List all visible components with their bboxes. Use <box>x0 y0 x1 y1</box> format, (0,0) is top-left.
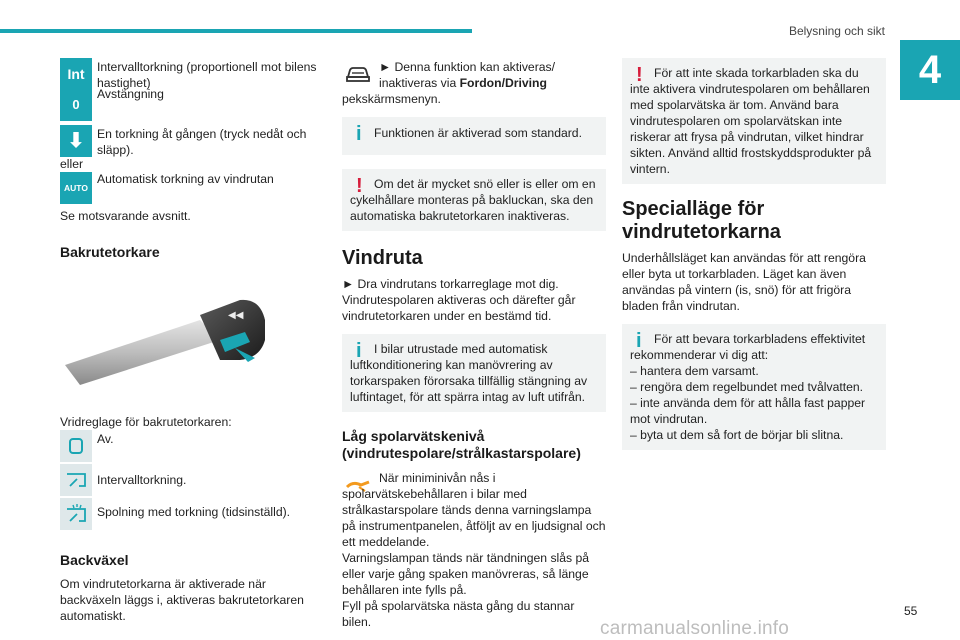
rear-mode-text: Av. <box>97 432 114 446</box>
low-fluid-text: När miniminivån nås i spolarvätskebehållaren i bilar med strålkastarspolare tänds denna varningslampa på instrumentpanelen, åtföljt av en ljudsignal och ett meddelande. <box>342 471 606 549</box>
section-title: Belysning och sikt <box>788 24 885 38</box>
info-icon: i <box>636 330 642 352</box>
info-note-blades <box>622 324 886 450</box>
function-line-1: ► Denna funktion kan aktiveras/ <box>379 60 556 74</box>
zero-icon: 0 <box>60 89 92 121</box>
warning-note-damage <box>622 58 886 184</box>
rear-wiper-off-icon <box>60 430 92 462</box>
windscreen-text: ► Dra vindrutans torkarreglage mot dig. Vindrutespolaren aktiveras och därefter går vindrutetorkaren under en bestämd tid. <box>342 277 576 323</box>
info-note-text: I bilar utrustade med automatisk luftkonditionering kan manövrering av torkarspaken förorsaka tillfällig stängning av luftintaget, för att spärra intag av luft utifrån. <box>350 342 588 404</box>
or-label: eller <box>60 157 84 171</box>
rear-mode-text: Intervalltorkning. <box>97 473 187 487</box>
arrow-down-icon: ⬇ <box>60 125 92 157</box>
wiper-mode-text: En torkning åt gången (tryck nedåt och släpp). <box>97 127 307 157</box>
info-icon: i <box>356 123 362 145</box>
header-accent-bar <box>0 29 472 33</box>
blade-care-list <box>630 363 878 443</box>
rear-mode-interval <box>60 464 322 496</box>
menu-name: Fordon/Driving <box>459 76 547 90</box>
wiper-mode-auto <box>60 172 322 204</box>
list-item: – hantera dem varsamt. <box>630 364 759 378</box>
reverse-gear-heading: Backväxel <box>60 552 129 568</box>
see-section-text: Se motsvarande avsnitt. <box>60 209 191 223</box>
rear-mode-text: Spolning med torkning (tidsinställd). <box>97 505 291 519</box>
low-fluid-text-3: Fyll på spolarvätska nästa gång du stannar bilen. <box>342 599 575 629</box>
low-fluid-heading: Låg spolarvätskenivå (vindrutespolare/strålkastarspolare) <box>342 428 581 461</box>
auto-icon: AUTO <box>60 172 92 204</box>
watermark-text: carmanualsonline.info <box>600 618 790 639</box>
function-line-2a: inaktiveras via <box>379 76 460 90</box>
info-note-text: Funktionen är aktiverad som standard. <box>374 126 582 140</box>
chapter-number: 4 <box>900 40 960 100</box>
list-item: – rengöra dem regelbundet med tvålvatten. <box>630 380 864 394</box>
rear-washer-icon <box>60 498 92 530</box>
special-mode-text: Underhållsläget kan användas för att rengöra eller byta ut torkarbladen. Läget kan även användas på vintern (is, snö) för att frigöra bladen från vindrutan. <box>622 251 866 313</box>
svg-text:◀◀: ◀◀ <box>228 310 244 321</box>
warning-icon: ! <box>636 64 643 86</box>
info-note-text: För att bevara torkarbladens effektivitet rekommenderar vi dig att: <box>630 332 866 362</box>
column-left <box>60 58 322 624</box>
car-settings-icon <box>342 58 374 90</box>
column-middle <box>342 58 606 630</box>
column-right <box>622 58 886 458</box>
rear-wiper-interval-icon <box>60 464 92 496</box>
wiper-mode-single <box>60 125 322 158</box>
wiper-mode-text: Intervalltorkning (proportionell mot bilens hastighet) <box>97 60 317 90</box>
list-item: – byta ut dem så fort de börjar bli slitna. <box>630 428 844 442</box>
wiper-mode-text: Avstängning <box>97 87 164 101</box>
rear-wiper-intro: Vridreglage för bakrutetorkaren: <box>60 415 232 429</box>
windscreen-heading: Vindruta <box>342 247 423 269</box>
info-icon: i <box>356 340 362 362</box>
warning-icon: ! <box>356 175 363 197</box>
wiper-mode-off <box>60 89 322 121</box>
function-activation-text <box>379 58 555 91</box>
wiper-mode-text: Automatisk torkning av vindrutan <box>97 172 274 186</box>
function-line-3: pekskärmsmenyn. <box>342 92 441 106</box>
rear-mode-off <box>60 430 322 462</box>
low-fluid-text-2: Varningslampan tänds när tändningen slås på eller varje gång spaken manövreras, så länge behållaren inte fylls på. <box>342 551 590 597</box>
info-note-climate <box>342 334 606 412</box>
warning-note-text: Om det är mycket snö eller is eller om en cykelhållare monteras på bakluckan, ska den automatiska bakrutetorkaren inaktiveras. <box>350 177 596 223</box>
wiper-stalk-image <box>60 280 270 400</box>
special-mode-heading: Specialläge för vindrutetorkarna <box>622 198 781 243</box>
list-item: – inte använda dem för att hålla fast papper mot vindrutan. <box>630 396 866 426</box>
info-note-default <box>342 117 606 155</box>
function-activation <box>342 58 606 91</box>
reverse-gear-text: Om vindrutetorkarna är aktiverade när backväxeln läggs i, aktiveras bakrutetorkaren automatiskt. <box>60 577 304 623</box>
rear-wiper-heading: Bakrutetorkare <box>60 244 160 260</box>
warning-note-text: För att inte skada torkarbladen ska du inte aktivera vindrutespolaren om behållaren med spolarvätska är tom. Använd bara vindrutespolaren om spolarvätskan inte riskerar att frysa på vindrutan, vilket hindrar sikten. Använd alltid frostskyddsprodukter på vintern. <box>630 66 872 176</box>
int-icon: Int <box>60 58 92 90</box>
page-number: 55 <box>904 604 918 618</box>
rear-mode-wash <box>60 498 322 530</box>
warning-note-snow <box>342 169 606 231</box>
function-line-2 <box>379 75 555 91</box>
